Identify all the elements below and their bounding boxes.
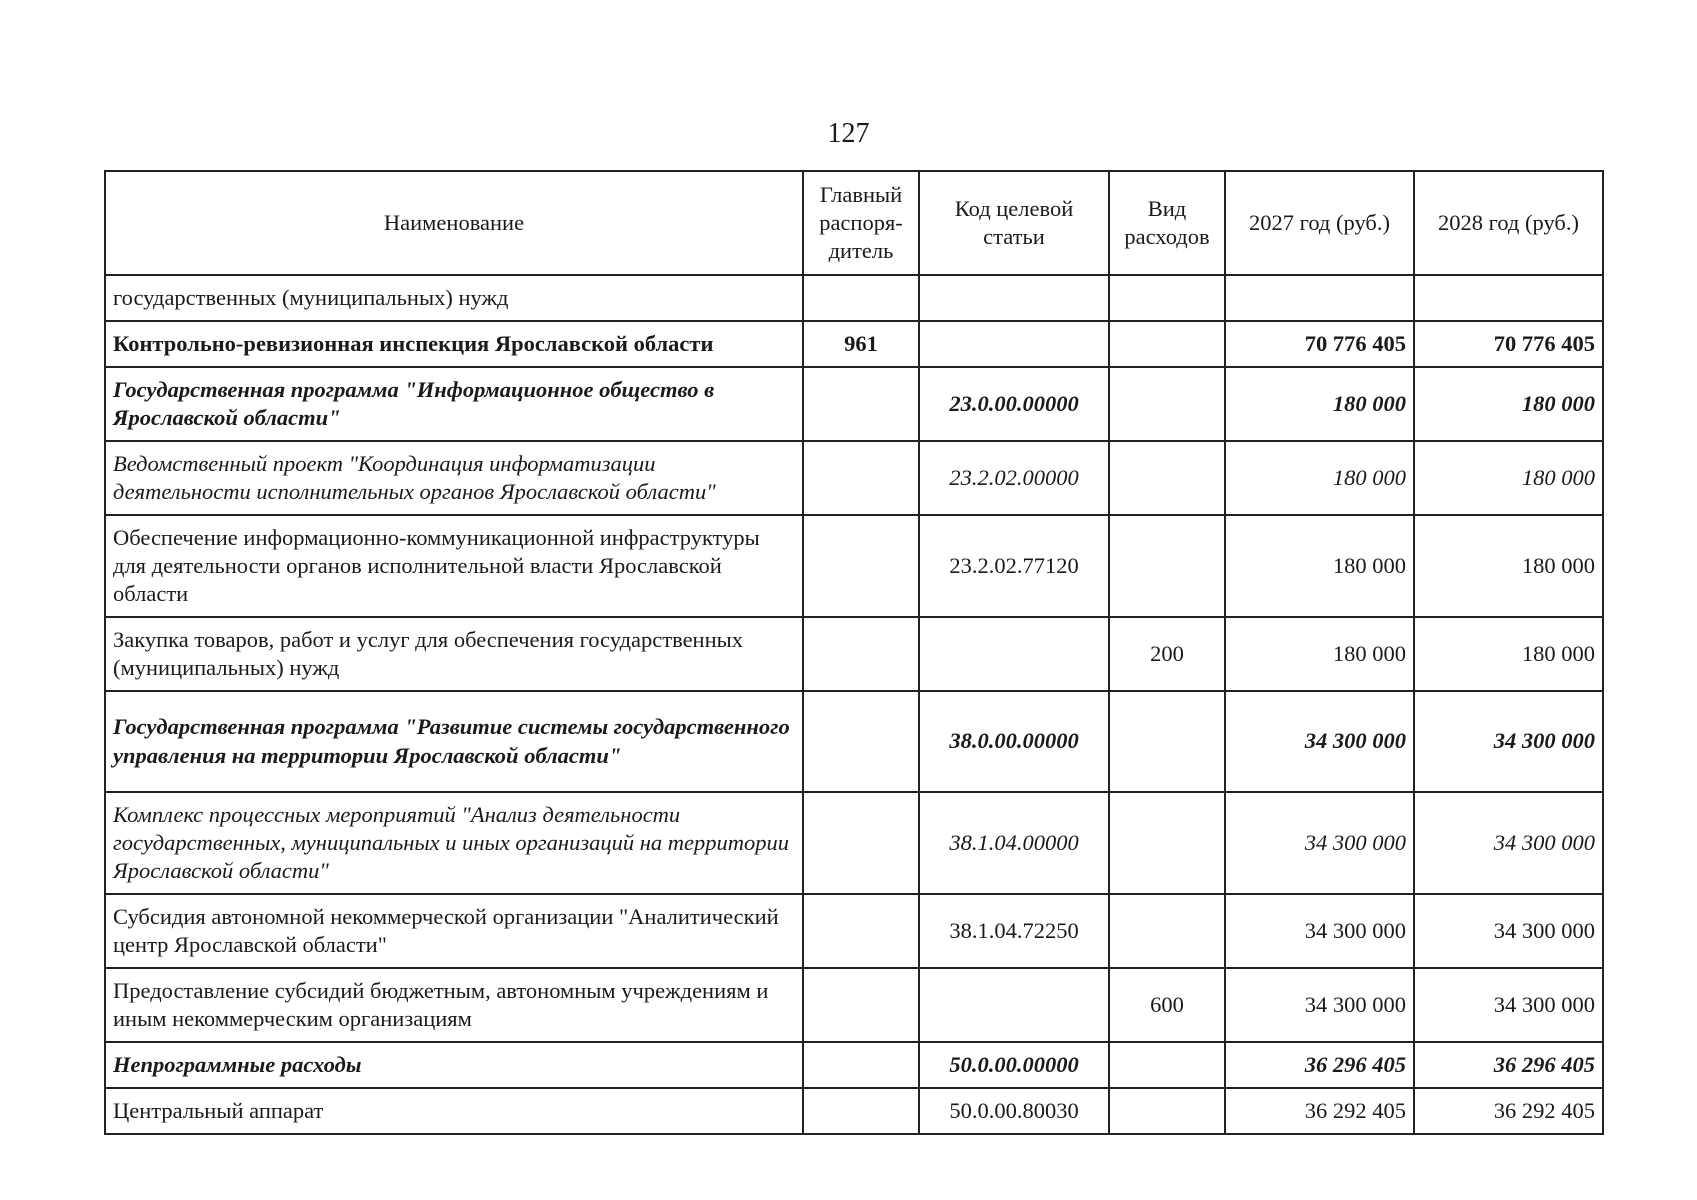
row-2028: 180 000 [1414, 515, 1603, 617]
row-name: Государственная программа "Развитие системы государственного управления на территории Ярославской области" [105, 691, 803, 792]
row-chief [803, 275, 919, 321]
row-code: 50.0.00.80030 [919, 1088, 1109, 1134]
page-number: 127 [827, 118, 870, 149]
row-type [1109, 691, 1225, 792]
row-2028: 34 300 000 [1414, 691, 1603, 792]
table-header-row [105, 171, 1603, 275]
row-2028: 70 776 405 [1414, 321, 1603, 367]
row-name: Комплекс процессных мероприятий "Анализ деятельности государственных, муниципальных и иных организаций на территории Ярославской области" [105, 792, 803, 894]
row-chief [803, 894, 919, 968]
header-chief: Главный распоря-дитель [803, 171, 919, 275]
row-code [919, 321, 1109, 367]
row-code [919, 968, 1109, 1042]
row-2028 [1414, 275, 1603, 321]
row-code: 38.1.04.00000 [919, 792, 1109, 894]
row-2027: 34 300 000 [1225, 691, 1414, 792]
row-chief [803, 441, 919, 515]
row-2027: 180 000 [1225, 617, 1414, 691]
row-name: Обеспечение информационно-коммуникационной инфраструктуры для деятельности органов исполнительной власти Ярославской области [105, 515, 803, 617]
row-code: 38.0.00.00000 [919, 691, 1109, 792]
row-code [919, 275, 1109, 321]
row-2027 [1225, 275, 1414, 321]
row-name: Предоставление субсидий бюджетным, автономным учреждениям и иным некоммерческим организациям [105, 968, 803, 1042]
header-type: Вид расходов [1109, 171, 1225, 275]
row-2027: 180 000 [1225, 367, 1414, 441]
header-name: Наименование [105, 171, 803, 275]
row-chief [803, 367, 919, 441]
row-chief [803, 691, 919, 792]
row-2027: 34 300 000 [1225, 894, 1414, 968]
row-type [1109, 515, 1225, 617]
row-code [919, 617, 1109, 691]
table-row [105, 894, 1603, 968]
row-2028: 180 000 [1414, 441, 1603, 515]
row-chief [803, 617, 919, 691]
row-code: 23.2.02.00000 [919, 441, 1109, 515]
budget-table [104, 170, 1604, 1135]
row-type: 200 [1109, 617, 1225, 691]
row-code: 23.2.02.77120 [919, 515, 1109, 617]
row-2027: 180 000 [1225, 515, 1414, 617]
row-2028: 34 300 000 [1414, 894, 1603, 968]
row-code: 38.1.04.72250 [919, 894, 1109, 968]
row-name: Субсидия автономной некоммерческой организации "Аналитический центр Ярославской области" [105, 894, 803, 968]
row-2027: 36 296 405 [1225, 1042, 1414, 1088]
row-type [1109, 792, 1225, 894]
row-type [1109, 321, 1225, 367]
row-name: Ведомственный проект "Координация информатизации деятельности исполнительных органов Ярославской области" [105, 441, 803, 515]
table-row [105, 1088, 1603, 1134]
row-name: Центральный аппарат [105, 1088, 803, 1134]
row-2027: 70 776 405 [1225, 321, 1414, 367]
row-2028: 36 292 405 [1414, 1088, 1603, 1134]
row-code: 50.0.00.00000 [919, 1042, 1109, 1088]
header-2027: 2027 год (руб.) [1225, 171, 1414, 275]
row-2027: 180 000 [1225, 441, 1414, 515]
table-row [105, 515, 1603, 617]
row-chief [803, 1042, 919, 1088]
row-type [1109, 367, 1225, 441]
table-row [105, 367, 1603, 441]
header-code: Код целевой статьи [919, 171, 1109, 275]
table-row [105, 275, 1603, 321]
row-2027: 34 300 000 [1225, 968, 1414, 1042]
row-name: Закупка товаров, работ и услуг для обеспечения государственных (муниципальных) нужд [105, 617, 803, 691]
table-row [105, 441, 1603, 515]
row-code: 23.0.00.00000 [919, 367, 1109, 441]
row-2028: 34 300 000 [1414, 968, 1603, 1042]
row-name: Непрограммные расходы [105, 1042, 803, 1088]
row-chief [803, 515, 919, 617]
row-chief [803, 792, 919, 894]
row-type [1109, 441, 1225, 515]
row-type [1109, 1042, 1225, 1088]
table-row [105, 617, 1603, 691]
row-name: государственных (муниципальных) нужд [105, 275, 803, 321]
row-type [1109, 1088, 1225, 1134]
row-type [1109, 894, 1225, 968]
row-type [1109, 275, 1225, 321]
row-2027: 34 300 000 [1225, 792, 1414, 894]
row-type: 600 [1109, 968, 1225, 1042]
row-2027: 36 292 405 [1225, 1088, 1414, 1134]
row-name: Государственная программа "Информационное общество в Ярославской области" [105, 367, 803, 441]
row-2028: 34 300 000 [1414, 792, 1603, 894]
row-2028: 180 000 [1414, 367, 1603, 441]
row-2028: 36 296 405 [1414, 1042, 1603, 1088]
table-row [105, 691, 1603, 792]
row-2028: 180 000 [1414, 617, 1603, 691]
table-row [105, 321, 1603, 367]
row-chief [803, 968, 919, 1042]
row-chief [803, 1088, 919, 1134]
table-row [105, 1042, 1603, 1088]
row-name: Контрольно-ревизионная инспекция Ярославской области [105, 321, 803, 367]
row-chief: 961 [803, 321, 919, 367]
table-row [105, 792, 1603, 894]
header-2028: 2028 год (руб.) [1414, 171, 1603, 275]
table-row [105, 968, 1603, 1042]
